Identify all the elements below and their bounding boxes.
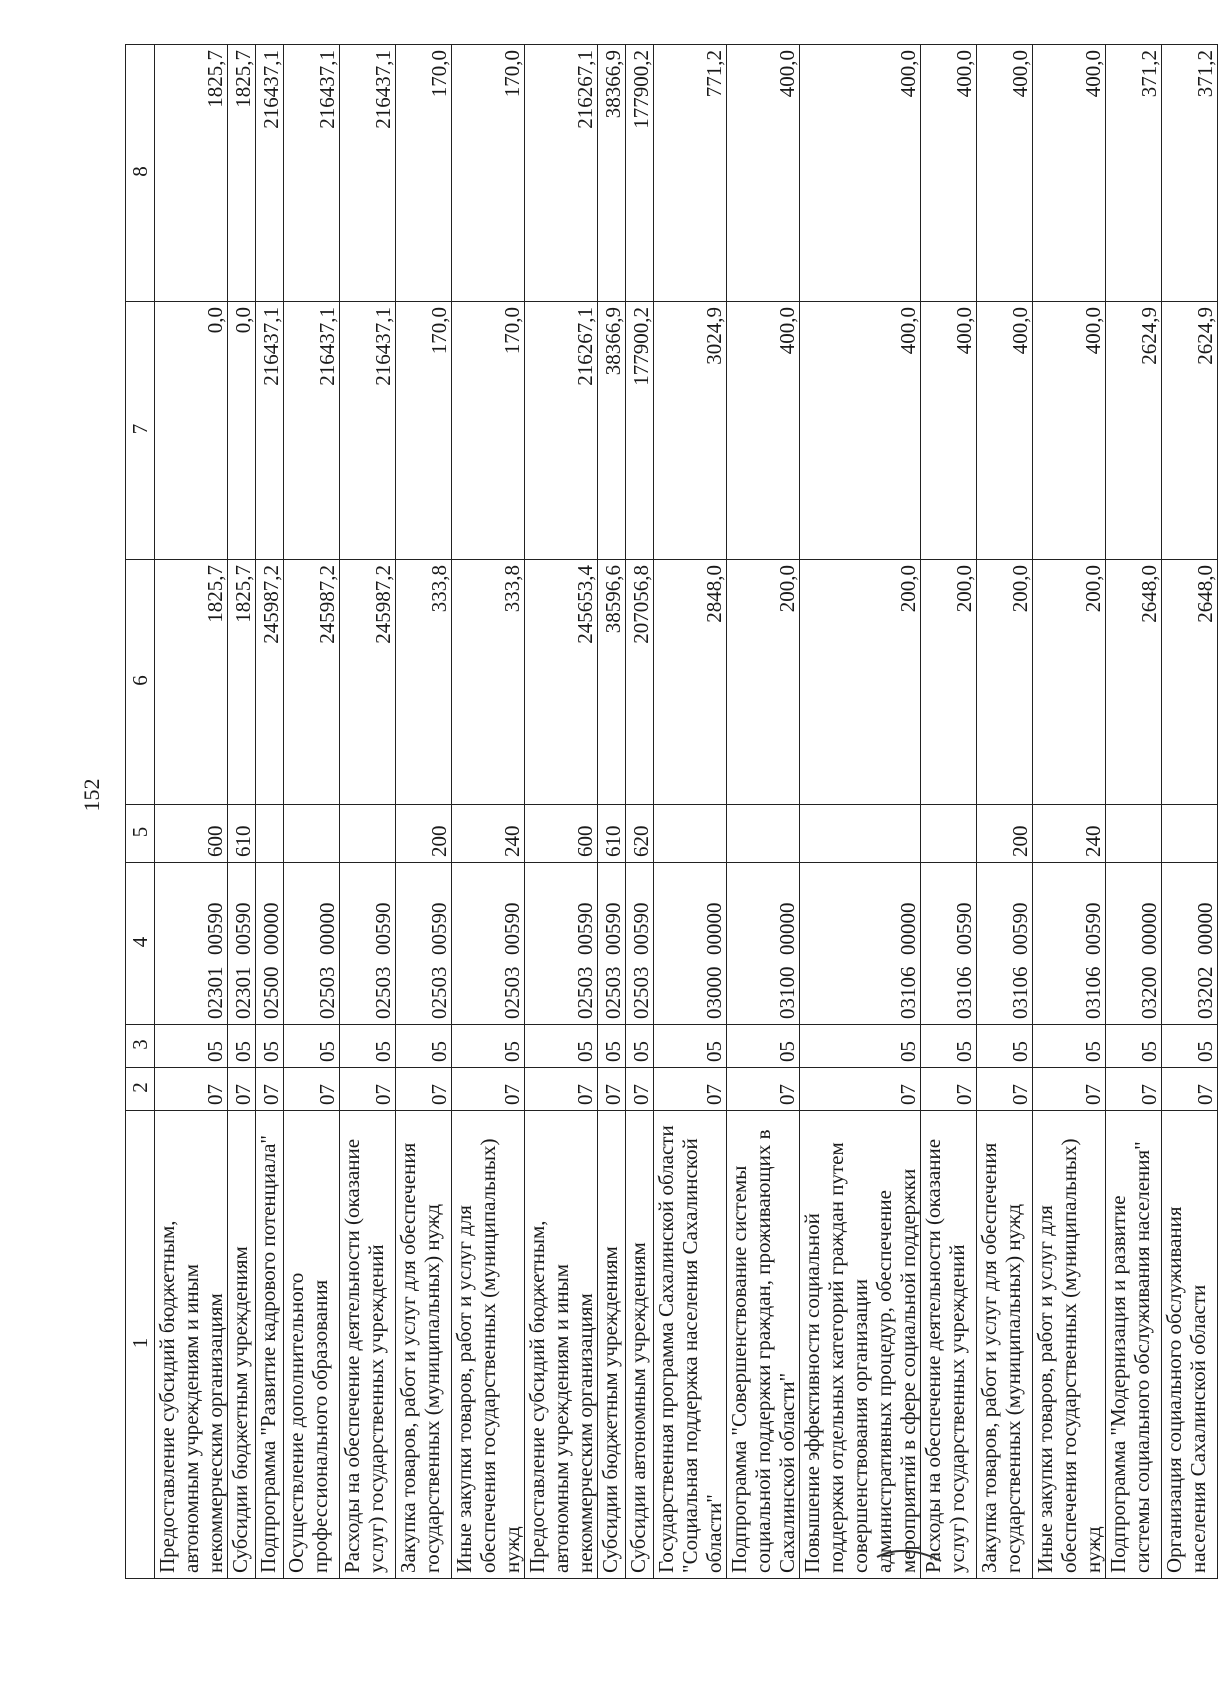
- subsection-code: 05: [626, 1025, 654, 1068]
- row-name: Государственная программа Сахалинской области "Социальная поддержка населения Сахалинской области": [654, 1111, 727, 1579]
- target-article-code: [1106, 863, 1162, 1025]
- section-code: 07: [654, 1068, 727, 1111]
- header-row: [126, 45, 155, 1579]
- table-row: [977, 45, 1033, 1579]
- amount-col-6: 2648,0: [1162, 560, 1218, 805]
- table-row: [727, 45, 800, 1579]
- amount-col-7: 0,0: [228, 302, 256, 560]
- target-article-code: [1033, 863, 1106, 1025]
- page-number: 152: [79, 778, 104, 812]
- table-body: [155, 45, 1218, 1579]
- row-name: Закупка товаров, работ и услуг для обеспечения государственных (муниципальных) нужд: [977, 1111, 1033, 1579]
- expense-type-code: [256, 805, 284, 863]
- target-article-code: [800, 863, 921, 1025]
- amount-col-8: 38366,9: [598, 45, 626, 302]
- target-article-code: [396, 863, 452, 1025]
- amount-col-7: 400,0: [977, 302, 1033, 560]
- subsection-code: 05: [525, 1025, 598, 1068]
- section-code: 07: [525, 1068, 598, 1111]
- target-article-part1: 03202: [1193, 966, 1217, 1019]
- target-article-part1: 03106: [952, 966, 976, 1019]
- expense-type-code: [284, 805, 340, 863]
- expense-type-code: 620: [626, 805, 654, 863]
- amount-col-7: 177900,2: [626, 302, 654, 560]
- target-article-part1: 02503: [601, 966, 625, 1019]
- target-article-code: [452, 863, 525, 1025]
- table-row: [598, 45, 626, 1579]
- amount-col-6: 200,0: [977, 560, 1033, 805]
- target-article-code: [1162, 863, 1218, 1025]
- amount-col-6: 245987,2: [256, 560, 284, 805]
- table-row: [1033, 45, 1106, 1579]
- target-article-part2: 00590: [573, 902, 597, 955]
- subsection-code: 05: [228, 1025, 256, 1068]
- expense-type-code: 200: [977, 805, 1033, 863]
- amount-col-8: 371,2: [1106, 45, 1162, 302]
- target-article-code: [727, 863, 800, 1025]
- amount-col-6: 333,8: [452, 560, 525, 805]
- row-name: Иные закупки товаров, работ и услуг для обеспечения государственных (муниципальных) нужд: [1033, 1111, 1106, 1579]
- subsection-code: 05: [1162, 1025, 1218, 1068]
- amount-col-7: 216267,1: [525, 302, 598, 560]
- amount-col-8: 400,0: [800, 45, 921, 302]
- target-article-part2: 00590: [231, 902, 255, 955]
- target-article-code: [155, 863, 228, 1025]
- section-code: 07: [1033, 1068, 1106, 1111]
- target-article-part2: 00590: [427, 902, 451, 955]
- target-article-code: [598, 863, 626, 1025]
- expense-type-code: 200: [396, 805, 452, 863]
- col-header-1: 1: [126, 1111, 155, 1579]
- amount-col-8: 177900,2: [626, 45, 654, 302]
- section-code: 07: [727, 1068, 800, 1111]
- section-code: 07: [626, 1068, 654, 1111]
- amount-col-6: 245987,2: [284, 560, 340, 805]
- amount-col-7: 216437,1: [284, 302, 340, 560]
- target-article-part1: 03106: [1008, 966, 1032, 1019]
- amount-col-6: 38596,6: [598, 560, 626, 805]
- target-article-code: [626, 863, 654, 1025]
- amount-col-8: 216437,1: [284, 45, 340, 302]
- amount-col-8: 400,0: [1033, 45, 1106, 302]
- row-name: Предоставление субсидий бюджетным, автономным учреждениям и иным некоммерческим организациям: [155, 1111, 228, 1579]
- col-header-4: 4: [126, 863, 155, 1025]
- row-name: Расходы на обеспечение деятельности (оказание услуг) государственных учреждений: [921, 1111, 977, 1579]
- section-code: 07: [228, 1068, 256, 1111]
- subsection-code: 05: [396, 1025, 452, 1068]
- target-article-part2: 00590: [952, 902, 976, 955]
- row-name: Осуществление дополнительного профессионального образования: [284, 1111, 340, 1579]
- row-name: Предоставление субсидий бюджетным, автономным учреждениям и иным некоммерческим организациям: [525, 1111, 598, 1579]
- amount-col-8: 1825,7: [155, 45, 228, 302]
- table-row: [155, 45, 228, 1579]
- target-article-part2: 00590: [203, 902, 227, 955]
- row-name: Подпрограмма "Развитие кадрового потенциала": [256, 1111, 284, 1579]
- subsection-code: 05: [598, 1025, 626, 1068]
- section-code: 07: [800, 1068, 921, 1111]
- subsection-code: 05: [1106, 1025, 1162, 1068]
- section-code: 07: [977, 1068, 1033, 1111]
- budget-table: [125, 44, 1218, 1579]
- target-article-part1: 02500: [259, 966, 283, 1019]
- amount-col-6: 200,0: [727, 560, 800, 805]
- amount-col-6: 333,8: [396, 560, 452, 805]
- amount-col-7: 2624,9: [1162, 302, 1218, 560]
- subsection-code: 05: [155, 1025, 228, 1068]
- amount-col-8: 371,2: [1162, 45, 1218, 302]
- expense-type-code: 610: [598, 805, 626, 863]
- amount-col-7: 170,0: [396, 302, 452, 560]
- table-row: [340, 45, 396, 1579]
- amount-col-6: 200,0: [800, 560, 921, 805]
- target-article-part1: 02503: [371, 966, 395, 1019]
- scan-mark: [875, 1545, 945, 1567]
- target-article-part1: 02503: [315, 966, 339, 1019]
- target-article-part1: 02301: [231, 966, 255, 1019]
- subsection-code: 05: [452, 1025, 525, 1068]
- target-article-part2: 00590: [1008, 902, 1032, 955]
- amount-col-8: 216437,1: [340, 45, 396, 302]
- table-row: [256, 45, 284, 1579]
- target-article-part2: 00590: [500, 902, 524, 955]
- expense-type-code: 240: [452, 805, 525, 863]
- section-code: 07: [155, 1068, 228, 1111]
- section-code: 07: [284, 1068, 340, 1111]
- expense-type-code: [1106, 805, 1162, 863]
- target-article-code: [921, 863, 977, 1025]
- amount-col-8: 400,0: [977, 45, 1033, 302]
- row-name: Подпрограмма "Модернизация и развитие системы социального обслуживания населения": [1106, 1111, 1162, 1579]
- col-header-8: 8: [126, 45, 155, 302]
- row-name: Субсидии автономным учреждениям: [626, 1111, 654, 1579]
- expense-type-code: [1162, 805, 1218, 863]
- target-article-part2: 00590: [1081, 902, 1105, 955]
- target-article-part1: 03106: [1081, 966, 1105, 1019]
- target-article-part2: 00000: [1137, 902, 1161, 955]
- target-article-code: [256, 863, 284, 1025]
- table-row: [525, 45, 598, 1579]
- target-article-part1: 02503: [427, 966, 451, 1019]
- row-name: Подпрограмма "Совершенствование системы социальной поддержки граждан, проживающих в Сахалинской области": [727, 1111, 800, 1579]
- amount-col-6: 200,0: [921, 560, 977, 805]
- subsection-code: 05: [340, 1025, 396, 1068]
- target-article-part1: 03106: [896, 966, 920, 1019]
- row-name: Повышение эффективности социальной поддержки отдельных категорий граждан путем совершенствования организации административных процедур, обеспечение мероприятий в сфере социальной поддержки: [800, 1111, 921, 1579]
- subsection-code: 05: [654, 1025, 727, 1068]
- target-article-part2: 00000: [1193, 902, 1217, 955]
- amount-col-8: 771,2: [654, 45, 727, 302]
- amount-col-7: 400,0: [800, 302, 921, 560]
- expense-type-code: [654, 805, 727, 863]
- table-row: [626, 45, 654, 1579]
- subsection-code: 05: [977, 1025, 1033, 1068]
- target-article-part1: 02503: [500, 966, 524, 1019]
- table-row: [228, 45, 256, 1579]
- expense-type-code: 610: [228, 805, 256, 863]
- section-code: 07: [598, 1068, 626, 1111]
- amount-col-6: 245987,2: [340, 560, 396, 805]
- expense-type-code: 600: [525, 805, 598, 863]
- amount-col-7: 3024,9: [654, 302, 727, 560]
- table-row: [1162, 45, 1218, 1579]
- subsection-code: 05: [727, 1025, 800, 1068]
- rotated-table-container: [125, 45, 1217, 1579]
- amount-col-6: 2848,0: [654, 560, 727, 805]
- target-article-part1: 02503: [573, 966, 597, 1019]
- col-header-7: 7: [126, 302, 155, 560]
- amount-col-8: 216267,1: [525, 45, 598, 302]
- target-article-part2: 00590: [629, 902, 653, 955]
- amount-col-6: 200,0: [1033, 560, 1106, 805]
- expense-type-code: [727, 805, 800, 863]
- amount-col-7: 400,0: [921, 302, 977, 560]
- amount-col-7: 400,0: [727, 302, 800, 560]
- amount-col-8: 170,0: [396, 45, 452, 302]
- table-row: [284, 45, 340, 1579]
- target-article-code: [340, 863, 396, 1025]
- amount-col-6: 245653,4: [525, 560, 598, 805]
- row-name: Иные закупки товаров, работ и услуг для обеспечения государственных (муниципальных) нужд: [452, 1111, 525, 1579]
- row-name: Организация социального обслуживания населения Сахалинской области: [1162, 1111, 1218, 1579]
- expense-type-code: 600: [155, 805, 228, 863]
- target-article-part1: 02301: [203, 966, 227, 1019]
- target-article-part2: 00000: [259, 902, 283, 955]
- amount-col-8: 216437,1: [256, 45, 284, 302]
- subsection-code: 05: [284, 1025, 340, 1068]
- col-header-3: 3: [126, 1025, 155, 1068]
- amount-col-7: 216437,1: [256, 302, 284, 560]
- table-row: [396, 45, 452, 1579]
- subsection-code: 05: [800, 1025, 921, 1068]
- amount-col-6: 207056,8: [626, 560, 654, 805]
- expense-type-code: [921, 805, 977, 863]
- section-code: 07: [256, 1068, 284, 1111]
- target-article-code: [228, 863, 256, 1025]
- subsection-code: 05: [1033, 1025, 1106, 1068]
- target-article-part1: 03200: [1137, 966, 1161, 1019]
- row-name: Субсидии бюджетным учреждениям: [228, 1111, 256, 1579]
- amount-col-6: 1825,7: [228, 560, 256, 805]
- section-code: 07: [921, 1068, 977, 1111]
- section-code: 07: [452, 1068, 525, 1111]
- table-row: [800, 45, 921, 1579]
- target-article-part2: 00590: [601, 902, 625, 955]
- target-article-part2: 00000: [775, 902, 799, 955]
- target-article-part2: 00000: [702, 902, 726, 955]
- target-article-code: [977, 863, 1033, 1025]
- amount-col-7: 38366,9: [598, 302, 626, 560]
- table-row: [1106, 45, 1162, 1579]
- table-row: [452, 45, 525, 1579]
- target-article-part2: 00000: [896, 902, 920, 955]
- row-name: Расходы на обеспечение деятельности (оказание услуг) государственных учреждений: [340, 1111, 396, 1579]
- section-code: 07: [1106, 1068, 1162, 1111]
- section-code: 07: [396, 1068, 452, 1111]
- target-article-code: [284, 863, 340, 1025]
- section-code: 07: [340, 1068, 396, 1111]
- expense-type-code: 240: [1033, 805, 1106, 863]
- amount-col-8: 400,0: [727, 45, 800, 302]
- amount-col-8: 170,0: [452, 45, 525, 302]
- table-row: [654, 45, 727, 1579]
- amount-col-8: 400,0: [921, 45, 977, 302]
- amount-col-7: 2624,9: [1106, 302, 1162, 560]
- amount-col-7: 170,0: [452, 302, 525, 560]
- subsection-code: 05: [256, 1025, 284, 1068]
- target-article-part1: 03000: [702, 966, 726, 1019]
- target-article-part1: 02503: [629, 966, 653, 1019]
- amount-col-7: 216437,1: [340, 302, 396, 560]
- amount-col-6: 2648,0: [1106, 560, 1162, 805]
- amount-col-6: 1825,7: [155, 560, 228, 805]
- row-name: Закупка товаров, работ и услуг для обеспечения государственных (муниципальных) нужд: [396, 1111, 452, 1579]
- section-code: 07: [1162, 1068, 1218, 1111]
- target-article-part1: 03100: [775, 966, 799, 1019]
- target-article-code: [654, 863, 727, 1025]
- amount-col-7: 400,0: [1033, 302, 1106, 560]
- expense-type-code: [340, 805, 396, 863]
- amount-col-7: 0,0: [155, 302, 228, 560]
- expense-type-code: [800, 805, 921, 863]
- subsection-code: 05: [921, 1025, 977, 1068]
- col-header-6: 6: [126, 560, 155, 805]
- table-row: [921, 45, 977, 1579]
- row-name: Субсидии бюджетным учреждениям: [598, 1111, 626, 1579]
- target-article-part2: 00000: [315, 902, 339, 955]
- target-article-code: [525, 863, 598, 1025]
- col-header-2: 2: [126, 1068, 155, 1111]
- target-article-part2: 00590: [371, 902, 395, 955]
- col-header-5: 5: [126, 805, 155, 863]
- amount-col-8: 1825,7: [228, 45, 256, 302]
